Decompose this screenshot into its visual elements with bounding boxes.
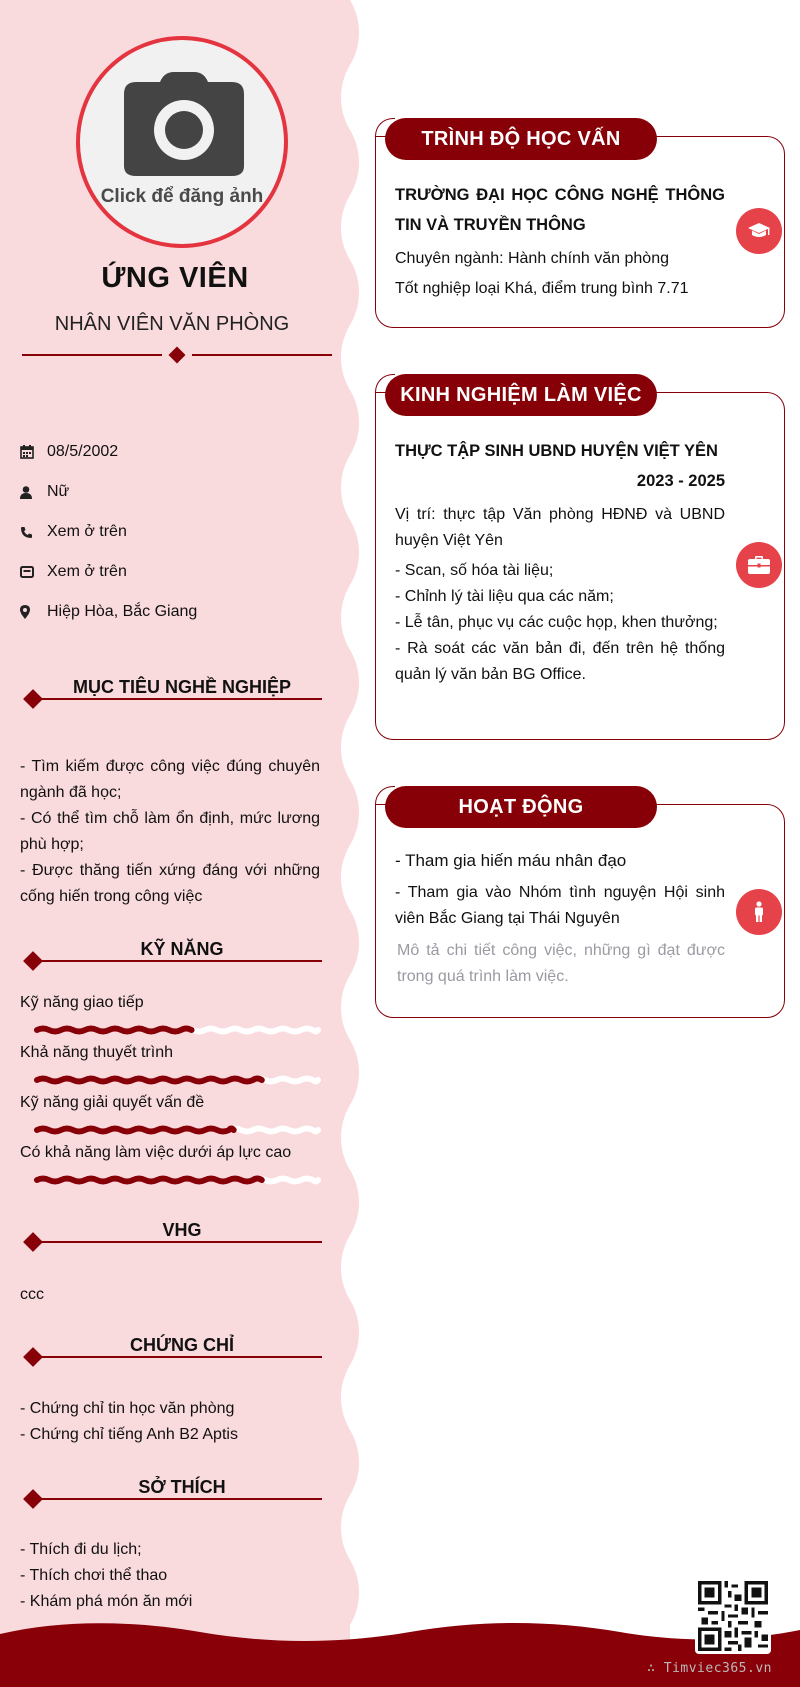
skill-level-bar — [34, 1122, 324, 1138]
skill-fill — [37, 1179, 262, 1182]
gender-value: Nữ — [47, 483, 70, 500]
info-birthdate — [20, 432, 330, 472]
experience-company: THỰC TẬP SINH UBND HUYỆN VIỆT YÊN — [395, 442, 718, 460]
skill-level-bar — [34, 1022, 324, 1038]
hobbies-heading — [22, 1477, 322, 1507]
activities-title: HOẠT ĐỘNG — [385, 786, 657, 828]
hobbies-text — [20, 1537, 320, 1615]
education-title: TRÌNH ĐỘ HỌC VẤN — [385, 118, 657, 160]
skill-fill — [37, 1079, 262, 1082]
email-icon — [20, 566, 47, 578]
skill-fill — [37, 1129, 234, 1132]
graduation-cap-icon — [736, 208, 782, 254]
phone-icon — [20, 526, 47, 539]
experience-title: KINH NGHIỆM LÀM VIỆC — [385, 374, 657, 416]
experience-duty: - Rà soát các văn bản đi, đến trên hệ thống quản lý văn bản BG Office. — [395, 640, 725, 683]
objective-line: - Có thể tìm chỗ làm ổn định, mức lương phù hợp; — [20, 810, 320, 853]
address-value: Hiệp Hòa, Bắc Giang — [47, 603, 198, 620]
certificate-line: - Chứng chỉ tin học văn phòng — [20, 1400, 235, 1417]
skill-item — [20, 994, 330, 1018]
objective-line: - Được thăng tiến xứng đáng với những cống hiến trong công việc — [20, 862, 320, 905]
objective-heading — [22, 677, 322, 707]
experience-duty: - Scan, số hóa tài liệu; — [395, 562, 554, 579]
activities-content — [395, 848, 725, 990]
hobby-line: - Thích chơi thể thao — [20, 1567, 168, 1584]
brand-watermark: ∴ Timviec365.vn — [647, 1661, 772, 1676]
experience-period: 2023 - 2025 — [636, 472, 725, 490]
phone-value: Xem ở trên — [47, 523, 127, 540]
qr-code-icon — [695, 1578, 771, 1654]
vhg-title: VHG — [162, 1220, 202, 1240]
objective-line: - Tìm kiếm được công việc đúng chuyên ngành đã học; — [20, 758, 320, 801]
activity-description-placeholder[interactable]: Mô tả chi tiết công việc, những gì đạt được trong quá trình làm việc. — [397, 942, 725, 985]
name-divider — [22, 346, 332, 364]
skill-name: Có khả năng làm việc dưới áp lực cao — [20, 1144, 292, 1161]
user-icon — [20, 486, 47, 499]
activity-line: - Tham gia hiến máu nhân đạo — [395, 851, 627, 870]
vhg-text: ccc — [20, 1286, 44, 1303]
avatar-upload-label: Click để đăng ảnh — [100, 186, 264, 207]
experience-role: Vị trí: thực tập Văn phòng HĐNĐ và UBND huyện Việt Yên — [395, 506, 725, 549]
objective-text — [20, 754, 320, 910]
education-result: Tốt nghiệp loại Khá, điểm trung bình 7.71 — [395, 280, 689, 297]
candidate-name: ỨNG VIÊN — [101, 262, 249, 294]
info-address — [20, 592, 330, 632]
certificates-heading — [22, 1335, 322, 1365]
experience-duty: - Lễ tân, phục vụ các cuộc họp, khen thưởng; — [395, 614, 718, 631]
skill-level-bar — [34, 1072, 324, 1088]
person-icon — [736, 889, 782, 935]
footer-wave — [0, 1620, 800, 1687]
map-pin-icon — [20, 605, 47, 619]
education-major: Chuyên ngành: Hành chính văn phòng — [395, 250, 669, 267]
info-phone — [20, 512, 330, 552]
education-content — [395, 180, 725, 304]
hobby-line: - Khám phá món ăn mới — [20, 1593, 193, 1610]
skills-heading — [22, 939, 322, 969]
education-school: TRƯỜNG ĐẠI HỌC CÔNG NGHỆ THÔNG TIN VÀ TRUYỀN THÔNG — [395, 186, 725, 234]
camera-icon — [122, 70, 246, 178]
experience-duty: - Chỉnh lý tài liệu qua các năm; — [395, 588, 614, 605]
skill-level-bar — [34, 1172, 324, 1188]
objective-title: MỤC TIÊU NGHỀ NGHIỆP — [72, 677, 291, 697]
birthdate-value: 08/5/2002 — [47, 443, 119, 460]
hobbies-title: SỞ THÍCH — [138, 1477, 226, 1497]
activity-line: - Tham gia vào Nhóm tình nguyện Hội sinh viên Bắc Giang tại Thái Nguyên — [395, 884, 725, 927]
skill-fill — [37, 1029, 192, 1032]
certificates-title: CHỨNG CHỈ — [130, 1335, 234, 1355]
email-value: Xem ở trên — [47, 563, 127, 580]
avatar-upload[interactable] — [76, 36, 288, 248]
certificates-text — [20, 1396, 320, 1448]
skill-item — [20, 1044, 330, 1068]
experience-content — [395, 436, 725, 688]
candidate-position: NHÂN VIÊN VĂN PHÒNG — [54, 313, 290, 335]
certificate-line: - Chứng chỉ tiếng Anh B2 Aptis — [20, 1426, 238, 1443]
skill-item — [20, 1094, 330, 1118]
calendar-icon — [20, 445, 47, 459]
skill-name: Kỹ năng giải quyết vấn đề — [20, 1094, 205, 1111]
info-email — [20, 552, 330, 592]
info-gender — [20, 472, 330, 512]
hobby-line: - Thích đi du lịch; — [20, 1541, 142, 1558]
vhg-heading — [22, 1220, 322, 1250]
skill-name: Khả năng thuyết trình — [20, 1044, 173, 1061]
briefcase-icon — [736, 542, 782, 588]
skill-name: Kỹ năng giao tiếp — [20, 994, 144, 1011]
contact-info — [20, 432, 330, 632]
skills-title: KỸ NĂNG — [140, 939, 224, 959]
skill-item — [20, 1144, 330, 1168]
